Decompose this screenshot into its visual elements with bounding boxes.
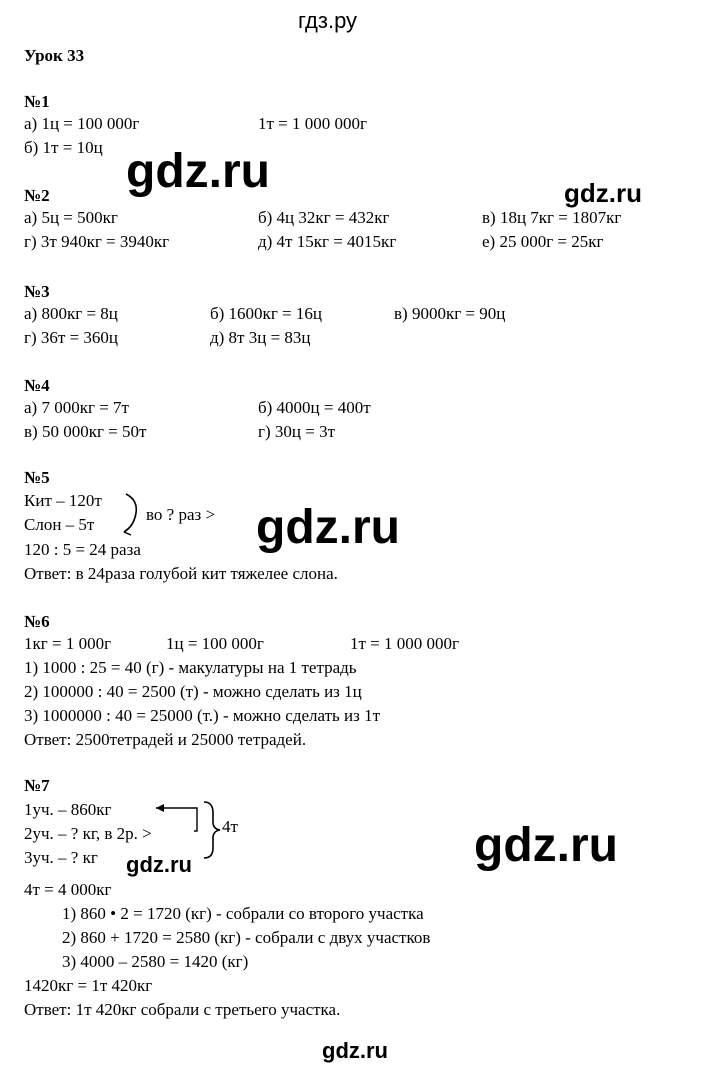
ex7-curly-brace-icon — [204, 802, 220, 858]
ex6-step-1: 1) 1000 : 25 = 40 (г) - макулатуры на 1 тетрадь — [24, 658, 357, 677]
ex3-line-d: д) 8т 3ц = 83ц — [210, 328, 311, 347]
ex7-number: №7 — [24, 776, 50, 795]
footer-watermark: gdz.ru — [322, 1038, 388, 1063]
ex3-line-b: б) 1600кг = 16ц — [210, 304, 322, 323]
ex5-answer: Ответ: в 24раза голубой кит тяжелее слона. — [24, 564, 338, 583]
watermark: gdz.ru — [126, 852, 192, 877]
ex5-brace-icon — [124, 494, 136, 532]
ex7-conversion: 4т = 4 000кг — [24, 880, 112, 899]
ex2-line-b: б) 4ц 32кг = 432кг — [258, 208, 390, 227]
ex3-number: №3 — [24, 282, 50, 301]
ex6-answer: Ответ: 2500тетрадей и 25000 тетрадей. — [24, 730, 307, 749]
ex2-line-v: в) 18ц 7кг = 1807кг — [482, 208, 622, 227]
ex4-line-v: в) 50 000кг = 50т — [24, 422, 147, 441]
ex2-line-g: г) 3т 940кг = 3940кг — [24, 232, 170, 251]
watermark: gdz.ru — [256, 501, 400, 554]
ex4-line-g: г) 30ц = 3т — [258, 422, 335, 441]
ex1-number: №1 — [24, 92, 50, 111]
lesson-title: Урок 33 — [24, 46, 85, 65]
watermark: gdz.ru — [126, 145, 270, 198]
ex5-line-elephant: Слон – 5т — [24, 515, 95, 534]
ex3-line-a: а) 800кг = 8ц — [24, 304, 118, 323]
ex6-number: №6 — [24, 612, 50, 631]
ex5-line-calc: 120 : 5 = 24 раза — [24, 540, 141, 559]
ex7-arrow-line-icon — [156, 808, 197, 831]
ex2-line-a: а) 5ц = 500кг — [24, 208, 118, 227]
ex1-line-b: б) 1т = 10ц — [24, 138, 103, 157]
ex2-line-d: д) 4т 15кг = 4015кг — [258, 232, 397, 251]
ex7-arrowhead-icon — [156, 804, 164, 812]
ex3-line-v: в) 9000кг = 90ц — [394, 304, 506, 323]
watermark: gdz.ru — [474, 819, 618, 872]
ex7-conversion-2: 1420кг = 1т 420кг — [24, 976, 153, 995]
ex6-unit-kg: 1кг = 1 000г — [24, 634, 112, 653]
ex4-number: №4 — [24, 376, 50, 395]
ex2-line-e: е) 25 000г = 25кг — [482, 232, 604, 251]
watermark: gdz.ru — [564, 178, 642, 208]
ex7-step-1: 1) 860 • 2 = 1720 (кг) - собрали со второго участка — [62, 904, 424, 923]
ex7-total: 4т — [222, 817, 238, 836]
ex7-step-3: 3) 4000 – 2580 = 1420 (кг) — [62, 952, 249, 971]
ex1-line-a2: 1т = 1 000 000г — [258, 114, 367, 133]
ex6-unit-c: 1ц = 100 000г — [166, 634, 264, 653]
ex7-line-2: 2уч. – ? кг, в 2р. > — [24, 824, 152, 843]
ex7-answer: Ответ: 1т 420кг собрали с третьего участка. — [24, 1000, 341, 1019]
ex5-line-whale: Кит – 120т — [24, 491, 102, 510]
ex4-line-a: а) 7 000кг = 7т — [24, 398, 129, 417]
ex6-step-3: 3) 1000000 : 40 = 25000 (т.) - можно сделать из 1т — [24, 706, 381, 725]
ex7-line-1: 1уч. – 860кг — [24, 800, 112, 819]
ex2-number: №2 — [24, 186, 50, 205]
site-title: гдз.ру — [298, 8, 358, 33]
ex4-line-b: б) 4000ц = 400т — [258, 398, 371, 417]
ex6-unit-t: 1т = 1 000 000г — [350, 634, 459, 653]
ex5-brace-label: во ? раз > — [146, 505, 216, 524]
ex3-line-g: г) 36т = 360ц — [24, 328, 118, 347]
ex6-step-2: 2) 100000 : 40 = 2500 (т) - можно сделать из 1ц — [24, 682, 362, 701]
ex5-number: №5 — [24, 468, 50, 487]
ex1-line-a1: а) 1ц = 100 000г — [24, 114, 140, 133]
ex7-line-3: 3уч. – ? кг — [24, 848, 98, 867]
ex7-step-2: 2) 860 + 1720 = 2580 (кг) - собрали с двух участков — [62, 928, 431, 947]
